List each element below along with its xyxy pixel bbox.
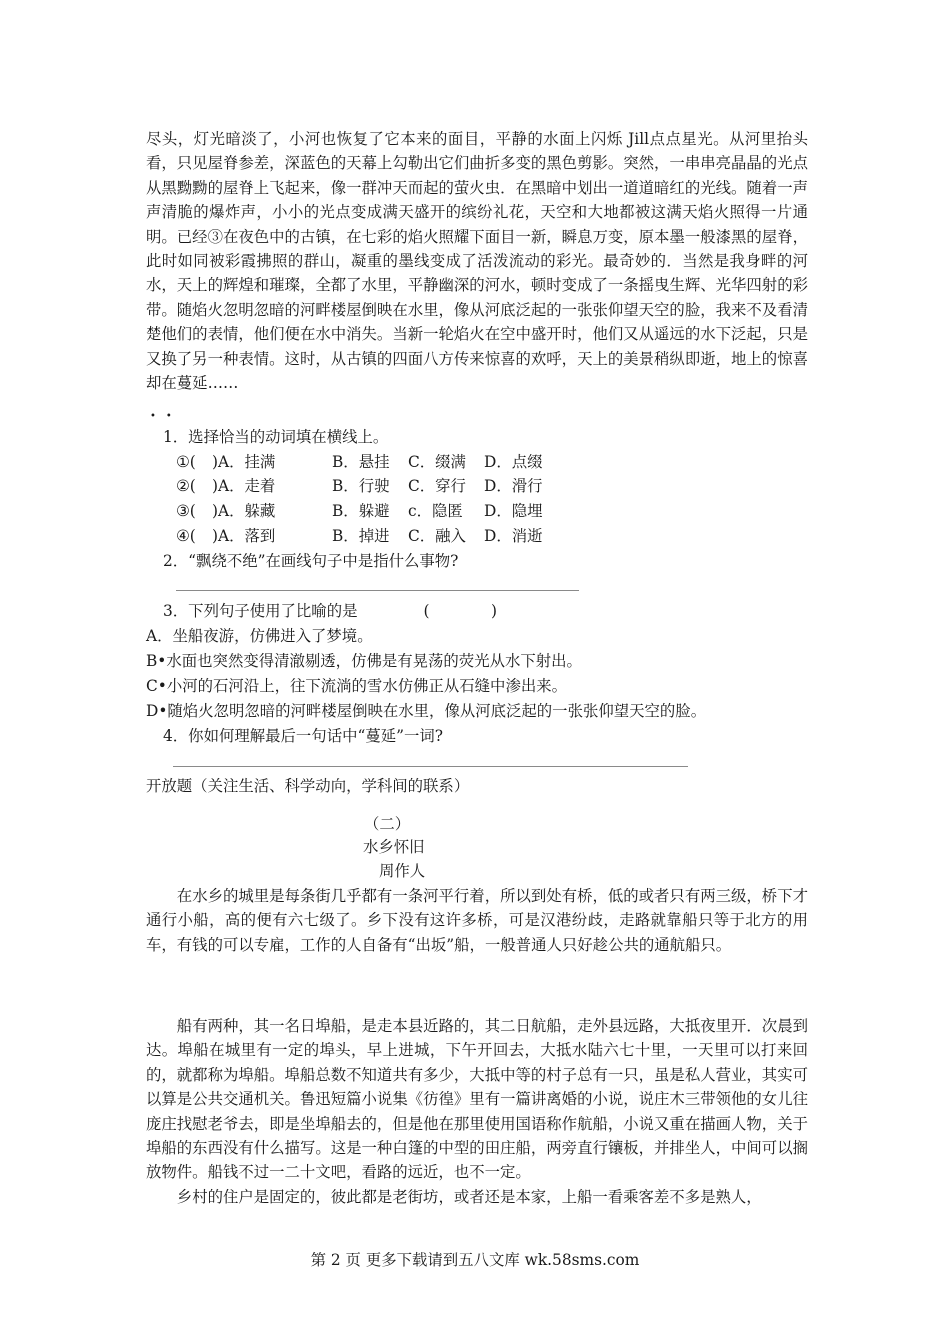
passage-two-paragraph-2: 船有两种，其一名日埠船，是走本县近路的，其二日航船，走外县远路，大抵夜里开．次晨到达。埠船在城里有一定的埠头，早上进城，下午开回去，大抵水陆六七十里，一天里可以打来回的，就都称为埠船。埠船总数不知道共有多少，大抵中等的村子总有一只，虽是私人营业，其实可以算是公共交通机关。鲁迅短篇小说集《彷徨》里有一篇讲离婚的小说，说庄木三带领他的女儿往庞庄找慰老爷去，即是坐埠船去的，但是他在那里使用国语称作航船，小说又重在描画人物，关于埠船的东西没有什么描写。这是一种白篷的中型的田庄船，两旁直行镶板，并排坐人，中间可以搁放物件。船钱不过一二十文吧，看路的远近，也不一定。	[146, 1017, 808, 1182]
choice-a: A．坐船夜游，仿佛进入了梦境。	[146, 627, 373, 645]
section-number: （二）	[364, 815, 411, 833]
article-title: 水乡怀旧	[363, 838, 425, 856]
question-3-stem	[163, 599, 497, 623]
emphasis-dots: ••	[150, 411, 182, 422]
option-a: )A．躲藏	[212, 502, 276, 520]
article-author: 周作人	[379, 862, 426, 880]
choice-d: D•随焰火忽明忽暗的河畔楼屋倒映在水里，像从河底泛起的一张张仰望天空的脸。	[146, 702, 707, 720]
option-a: )A．挂满	[212, 453, 276, 471]
option-d: D．滑行	[484, 477, 543, 495]
option-b: B．行驶	[332, 477, 390, 495]
question-1-option-row	[176, 474, 543, 498]
choice-b: B•水面也突然变得清澈剔透，仿佛是有晃荡的荧光从水下射出。	[146, 652, 582, 670]
answer-line-2[interactable]	[176, 590, 579, 591]
option-d: D．隐埋	[484, 502, 543, 520]
question-1-option-row	[176, 450, 543, 474]
option-number: ③(	[176, 502, 196, 520]
option-c: C．缀满	[408, 453, 466, 471]
option-b: B．躲避	[332, 502, 390, 520]
question-1-option-row	[176, 499, 543, 523]
passage-two-paragraph-3: 乡村的住户是固定的，彼此都是老街坊，或者还是本家，上船一看乘客差不多是熟人，	[176, 1188, 762, 1206]
question-2-stem: 2．“飘绕不绝”在画线句子中是指什么事物?	[163, 552, 459, 570]
option-b: B．掉进	[332, 527, 390, 545]
question-4-stem: 4．你如何理解最后一句话中“蔓延”一词?	[163, 727, 444, 745]
option-c: c．隐匿	[408, 502, 463, 520]
option-number: ②(	[176, 477, 196, 495]
page-footer: 第 2 页 更多下载请到五八文库 wk.58sms.com	[310, 1251, 640, 1269]
question-3-paren: ( )	[423, 602, 498, 620]
option-d: D．点缀	[484, 453, 543, 471]
choice-c: C•小河的石河沿上，往下流淌的雪水仿佛正从石缝中渗出来。	[146, 677, 568, 695]
question-3-text: 3．下列句子使用了比喻的是	[163, 602, 358, 620]
option-a: )A．落到	[212, 527, 276, 545]
option-c: C．穿行	[408, 477, 466, 495]
passage-two-paragraph-1: 在水乡的城里是每条街几乎都有一条河平行着，所以到处有桥，低的或者只有两三级，桥下才通行小船，高的便有六七级了。乡下没有这许多桥，可是汉港纷歧，走路就靠船只等于北方的用车，有钱的可以专雇，工作的人自备有“出坂”船，一般普通人只好趁公共的通航船只。	[146, 887, 808, 954]
option-b: B．悬挂	[332, 453, 390, 471]
passage-one-text: 尽头，灯光暗淡了，小河也恢复了它本来的面目，平静的水面上闪烁 Jill点点星光。从河里抬头看，只见屋脊参差，深蓝色的天幕上勾勒出它们曲折多变的黑色剪影。突然，一串串亮晶晶的光点从黑黝黝的屋脊上飞起来，像一群冲天而起的萤火虫．在黑暗中划出一道道暗红的光线。随着一声声清脆的爆炸声，小小的光点变成满天盛开的缤纷礼花，天空和大地都被这满天焰火照得一片通明。已经③在夜色中的古镇，在七彩的焰火照耀下面目一新，瞬息万变，原本墨一般漆黑的屋脊，此时如同被彩霞拂照的群山，凝重的墨线变成了活泼流动的彩光。最奇妙的．当然是我身畔的河水，天上的辉煌和璀璨，全都了水里，平静幽深的河水，顿时变成了一条摇曳生辉、光华四射的彩带。随焰火忽明忽暗的河畔楼屋倒映在水里，像从河底泛起的一张张仰望天空的脸，我来不及看清楚他们的表情，他们便在水中消失。当新一轮焰火在空中盛开时，他们又从遥远的水下泛起，只是又换了另一种表情。这时，从古镇的四面八方传来惊喜的欢呼，天上的美景稍纵即逝，地上的惊喜却在蔓延……	[146, 130, 808, 393]
question-1-option-row	[176, 524, 543, 548]
question-1-stem: 1．选择恰当的动词填在横线上。	[163, 428, 389, 446]
option-a: )A．走着	[212, 477, 276, 495]
option-c: C．融入	[408, 527, 466, 545]
option-d: D．消逝	[484, 527, 543, 545]
option-number: ④(	[176, 527, 196, 545]
open-question-title: 开放题（关注生活、科学动向，学科间的联系）	[146, 777, 470, 795]
option-number: ①(	[176, 453, 196, 471]
answer-line-4[interactable]	[173, 766, 688, 767]
